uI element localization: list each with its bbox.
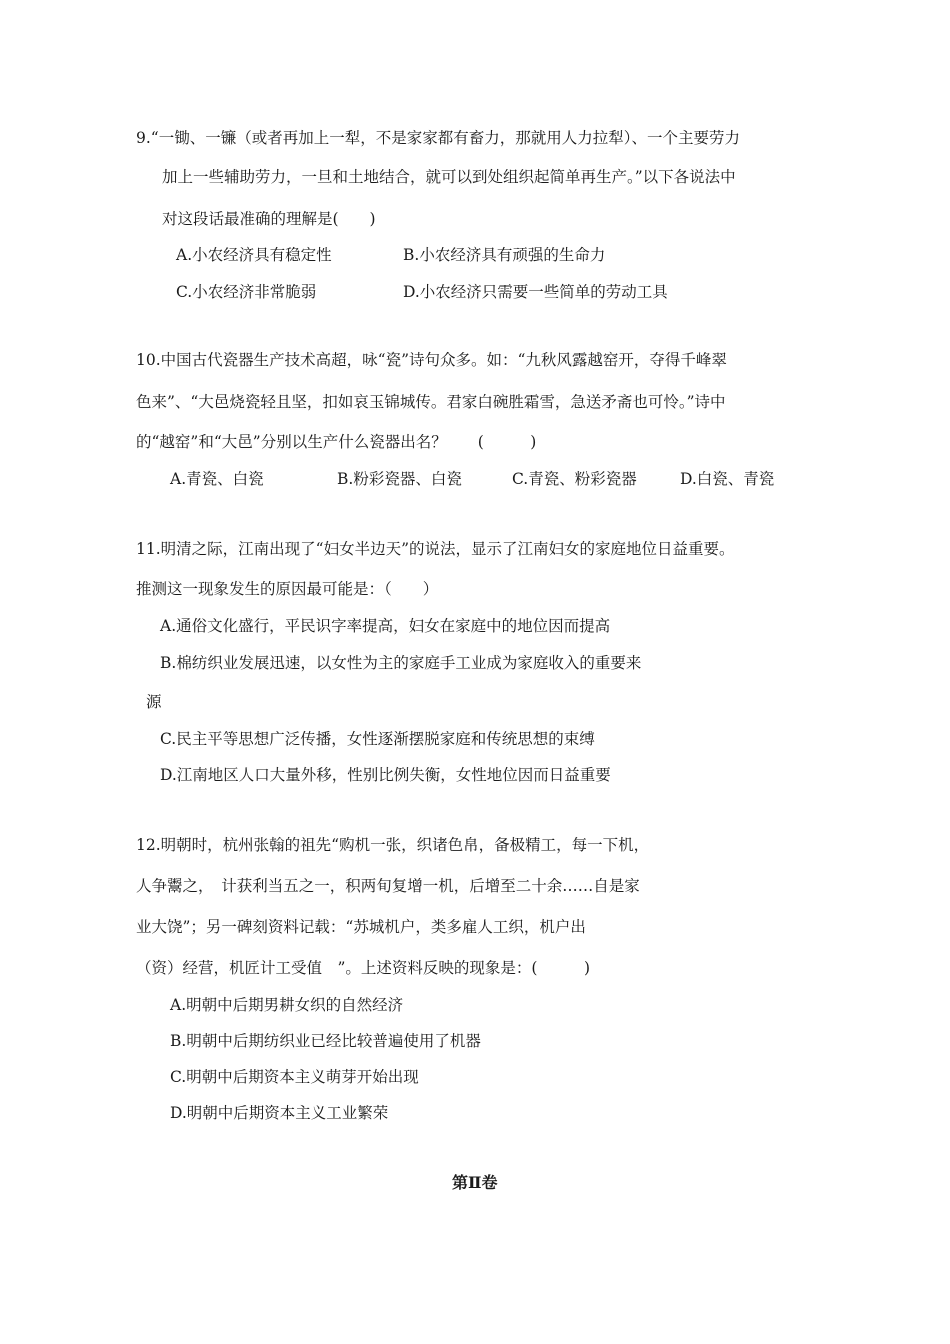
q11-stem-line-1: 11.明清之际，江南出现了“妇女半边天”的说法，显示了江南妇女的家庭地位日益重要。: [136, 540, 735, 558]
q10-stem-line-1: 10.中国古代瓷器生产技术高超，咏“瓷”诗句众多。如：“九秋风露越窑开，夺得千峰翠: [136, 351, 727, 369]
q10-option-a: A.青瓷、白瓷: [170, 470, 264, 488]
q12-stem-line-1: 12.明朝时，杭州张翰的祖先“购机一张，织诸色帛，备极精工，每一下机，: [136, 836, 650, 854]
q9-stem-line-3: 对这段话最准确的理解是( ): [162, 210, 376, 228]
q10-option-d: D.白瓷、青瓷: [680, 470, 775, 488]
section-title: 第Ⅱ卷: [452, 1173, 498, 1192]
q10-stem-line-2: 色来”、“大邑烧瓷轻且坚，扣如哀玉锦城传。君家白碗胜霜雪，急送矛斋也可怜。”诗中: [136, 393, 726, 411]
q12-option-b: B.明朝中后期纺织业已经比较普遍使用了机器: [170, 1032, 481, 1050]
q9-stem-line-2: 加上一些辅助劳力，一旦和土地结合，就可以到处组织起简单再生产。”以下各说法中: [162, 168, 736, 186]
q9-option-a: A.小农经济具有稳定性: [176, 246, 332, 264]
q12-option-d: D.明朝中后期资本主义工业繁荣: [170, 1104, 389, 1122]
q12-stem-line-4: （资）经营，机匠计工受值 ”。上述资料反映的现象是：( ): [136, 959, 591, 977]
q10-stem-line-3: 的“越窑”和“大邑”分别以生产什么瓷器出名？ ( ): [136, 433, 537, 451]
q11-option-b-line-2: 源: [146, 693, 162, 711]
q11-stem-line-2: 推测这一现象发生的原因最可能是：（ ）: [136, 580, 439, 598]
q12-stem-line-2: 人争鬻之， 计获利当五之一，积两旬复增一机，后增至二十余……自是家: [136, 877, 640, 895]
q12-stem-line-3: 业大饶”；另一碑刻资料记载：“苏城机户，类多雇人工织，机户出: [136, 918, 586, 936]
q12-option-a: A.明朝中后期男耕女织的自然经济: [170, 996, 404, 1014]
q9-stem-line-1: 9.“一锄、一镰（或者再加上一犁，不是家家都有畜力，那就用人力拉犁）、一个主要劳力: [136, 129, 740, 147]
q9-option-d: D.小农经济只需要一些简单的劳动工具: [403, 283, 668, 301]
q9-option-b: B.小农经济具有顽强的生命力: [403, 246, 606, 264]
q11-option-c: C.民主平等思想广泛传播，女性逐渐摆脱家庭和传统思想的束缚: [160, 730, 595, 748]
q11-option-a: A.通俗文化盛行，平民识字率提高，妇女在家庭中的地位因而提高: [160, 617, 611, 635]
q9-option-c: C.小农经济非常脆弱: [176, 283, 317, 301]
q11-option-b-line-1: B.棉纺织业发展迅速，以女性为主的家庭手工业成为家庭收入的重要来: [160, 654, 642, 672]
q11-option-d: D.江南地区人口大量外移，性别比例失衡，女性地位因而日益重要: [160, 766, 611, 784]
q10-option-c: C.青瓷、粉彩瓷器: [512, 470, 637, 488]
q12-option-c: C.明朝中后期资本主义萌芽开始出现: [170, 1068, 419, 1086]
q10-option-b: B.粉彩瓷器、白瓷: [337, 470, 462, 488]
